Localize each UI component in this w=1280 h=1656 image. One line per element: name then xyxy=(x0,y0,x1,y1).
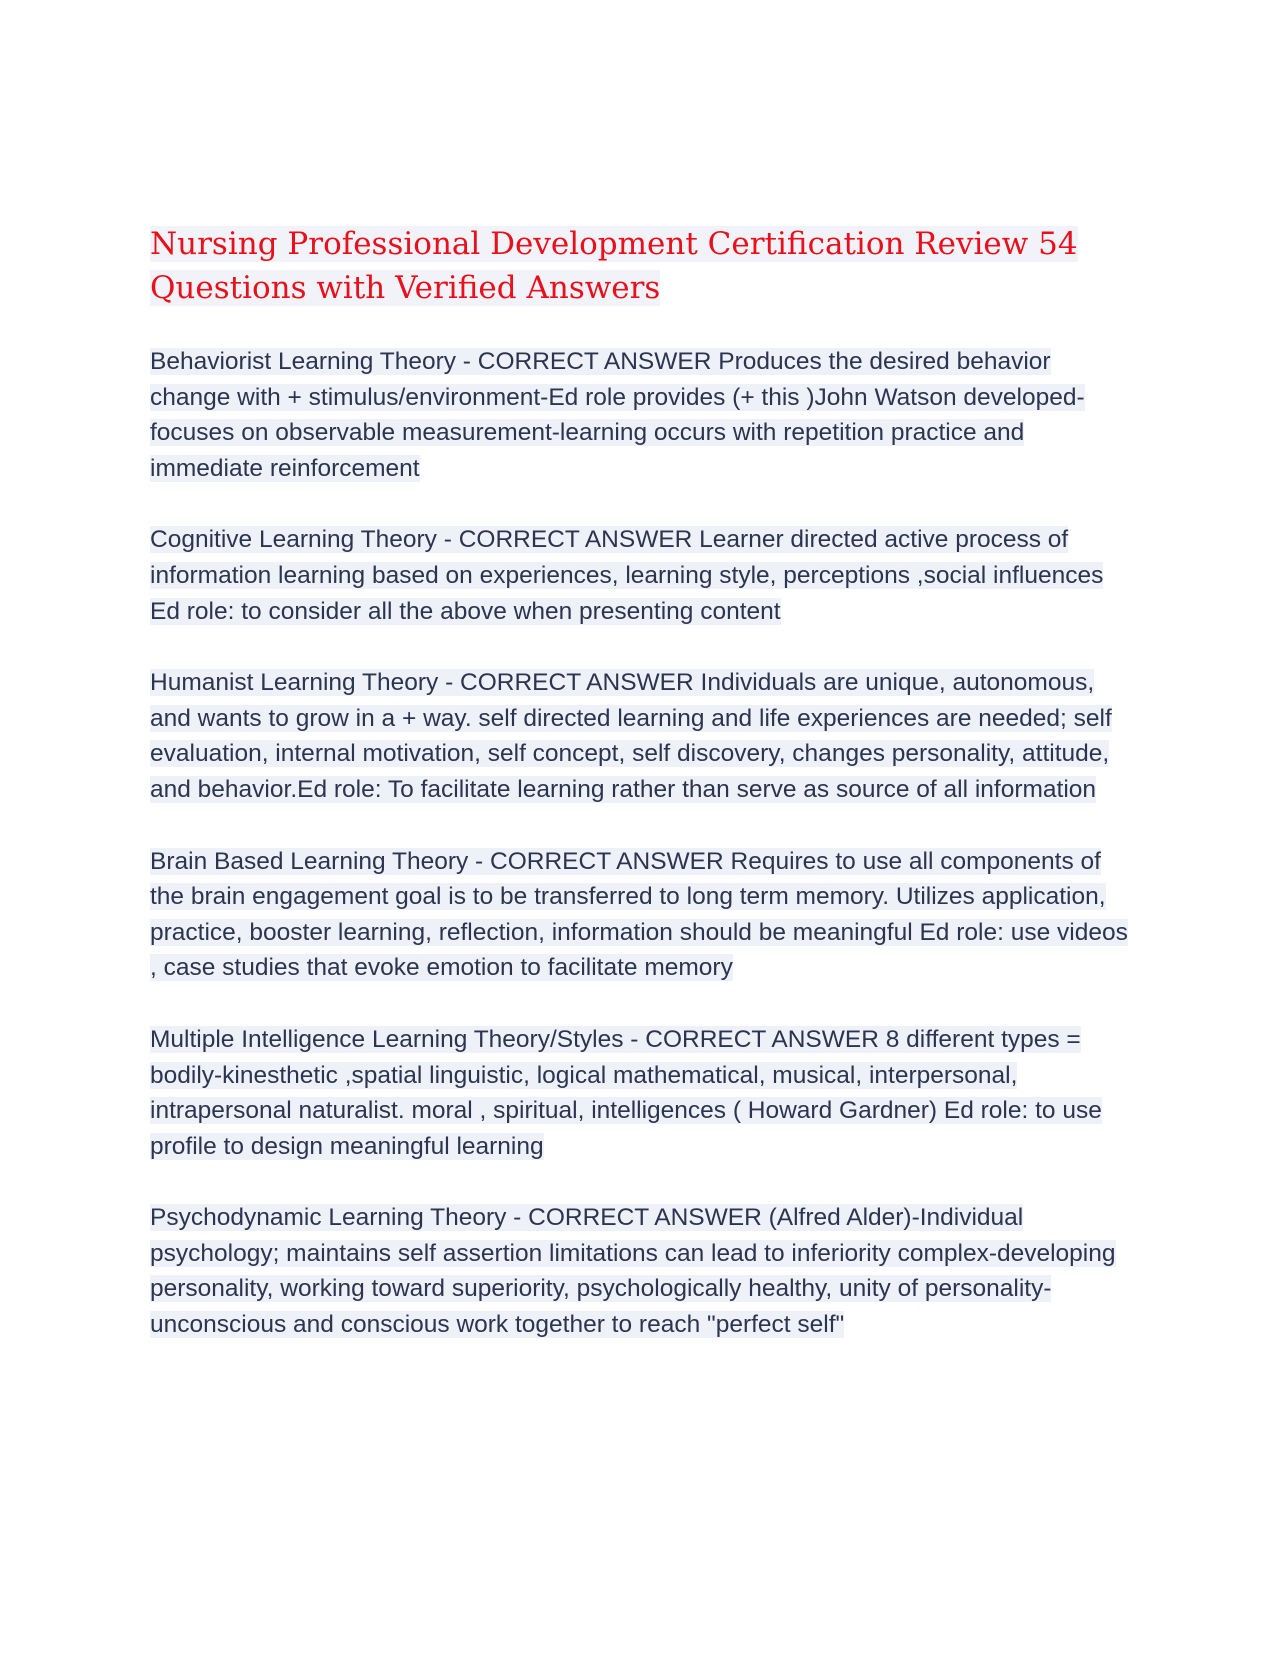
document-title-text: Nursing Professional Development Certification Review 54 Questions with Verified Answers xyxy=(150,226,1078,306)
qa-entry-text: Behaviorist Learning Theory - CORRECT ANSWER Produces the desired behavior change with + stimulus/environment-Ed role provides (+ this )John Watson developed-focuses on observable measurement-learning occurs with repetition practice and immediate reinforcement xyxy=(150,348,1085,482)
qa-entry-psychodynamic xyxy=(150,1200,1130,1342)
qa-entry-multiple-intelligence xyxy=(150,1022,1130,1164)
qa-entry-behaviorist xyxy=(150,344,1130,486)
qa-entry-humanist xyxy=(150,665,1130,807)
document-content xyxy=(150,222,1130,1379)
qa-entry-text: Multiple Intelligence Learning Theory/Styles - CORRECT ANSWER 8 different types = bodily-kinesthetic ,spatial linguistic, logical mathematical, musical, interpersonal, intrapersonal naturalist. moral , spiritual, intelligences ( Howard Gardner) Ed role: to use profile to design meaningful learning xyxy=(150,1025,1102,1160)
document-title xyxy=(150,222,1130,310)
qa-entry-text: Humanist Learning Theory - CORRECT ANSWER Individuals are unique, autonomous, and wants to grow in a + way. self directed learning and life experiences are needed; self evaluation, internal motivation, self concept, self discovery, changes personality, attitude, and behavior.Ed role: To facilitate learning rather than serve as source of all information xyxy=(150,669,1112,803)
qa-entry-text: Brain Based Learning Theory - CORRECT ANSWER Requires to use all components of the brain engagement goal is to be transferred to long term memory. Utilizes application, practice, booster learning, reflection, information should be meaningful Ed role: use videos , case studies that evoke emotion to facilitate memory xyxy=(150,847,1128,982)
qa-entry-cognitive xyxy=(150,522,1130,629)
qa-entry-text: Psychodynamic Learning Theory - CORRECT ANSWER (Alfred Alder)-Individual psychology; maintains self assertion limitations can lead to inferiority complex-developing personality, working toward superiority, psychologically healthy, unity of personality-unconscious and conscious work together to reach "perfect self" xyxy=(150,1204,1116,1339)
qa-entry-text: Cognitive Learning Theory - CORRECT ANSWER Learner directed active process of information learning based on experiences, learning style, perceptions ,social influences Ed role: to consider all the above when presenting content xyxy=(150,526,1104,625)
qa-entry-brain-based xyxy=(150,844,1130,986)
